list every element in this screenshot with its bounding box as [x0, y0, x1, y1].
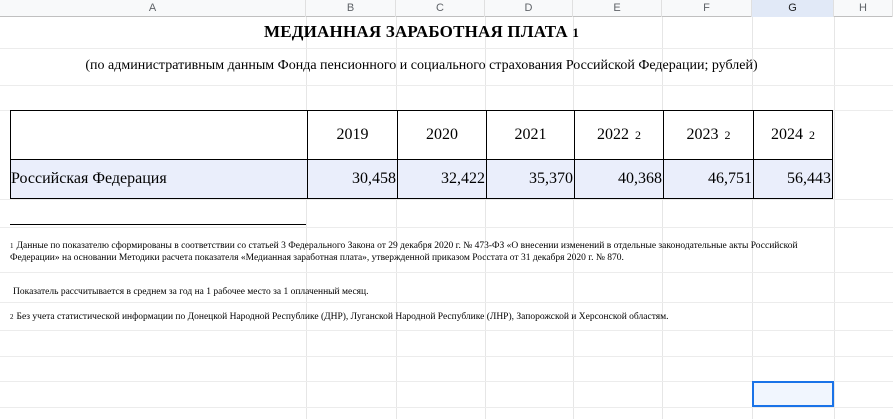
selected-cell[interactable]	[752, 381, 834, 407]
footnote-1[interactable]	[10, 240, 830, 264]
header-cell-2023[interactable]	[663, 111, 753, 159]
year-footnote-mark: 2	[635, 128, 641, 142]
column-header-g[interactable]: G	[752, 0, 834, 17]
header-cell-2024[interactable]	[753, 111, 832, 159]
header-cell-2022[interactable]	[574, 111, 663, 159]
column-header-a[interactable]: A	[0, 0, 306, 17]
footnote-text: Показатель рассчитывается в среднем за год на 1 рабочее место за 1 оплаченный месяц.	[13, 287, 369, 297]
year-label: 2022	[597, 126, 629, 143]
column-header-bar	[0, 0, 893, 17]
year-label: 2023	[686, 126, 719, 143]
footnote-number: 2	[10, 313, 14, 321]
footnote-2[interactable]	[10, 311, 830, 323]
title-footnote-mark: 1	[572, 25, 580, 40]
value-cell-2023[interactable]: 46,751	[663, 160, 753, 198]
year-label: 2020	[426, 126, 458, 143]
year-label: 2024	[771, 126, 803, 143]
column-header-e[interactable]: E	[573, 0, 662, 17]
year-footnote-mark: 2	[724, 128, 731, 142]
header-cell-2021[interactable]	[486, 111, 574, 159]
year-footnote-mark: 2	[809, 128, 815, 142]
page-subtitle[interactable]: (по административным данным Фонда пенсионного и социального страхования Российской Федерации; рублей)	[85, 58, 758, 73]
column-header-h[interactable]: H	[834, 0, 893, 17]
page-title[interactable]	[10, 22, 833, 42]
column-header-f[interactable]: F	[662, 0, 752, 17]
value-cell-2022[interactable]: 40,368	[574, 160, 663, 198]
value-cell-2019[interactable]: 30,458	[307, 160, 397, 198]
year-label: 2021	[514, 126, 547, 143]
header-cell-empty[interactable]	[11, 111, 307, 159]
footnote-divider	[10, 224, 306, 225]
year-label: 2019	[336, 126, 369, 143]
value-cell-2021[interactable]: 35,370	[486, 160, 574, 198]
column-header-b[interactable]: B	[306, 0, 396, 17]
header-cell-2019[interactable]	[307, 111, 397, 159]
value-cell-2024[interactable]: 56,443	[753, 160, 832, 198]
value-cell-2020[interactable]: 32,422	[397, 160, 486, 198]
table-header-row	[10, 110, 833, 160]
footnote-number: 1	[10, 242, 14, 250]
footnote-text: Данные по показателю сформированы в соответствии со статьей 3 Федерального Закона от 29 декабря 2020 г. № 473-ФЗ «О внесении изменений в отдельные законодательные акты Российской Федерации» на основании Методики расчета показателя «Медианная заработная плата», утвержденной приказом Росстата от 31 декабря 2020 г. № 870.	[10, 241, 798, 263]
header-cell-2020[interactable]	[397, 111, 486, 159]
table-row	[10, 159, 833, 199]
footnote-method[interactable]	[10, 286, 830, 298]
row-label-russia[interactable]: Российская Федерация	[11, 170, 167, 187]
footnote-text: Без учета статистической информации по Донецкой Народной Республике (ДНР), Луганской Народной Республике (ЛНР), Запорожской и Херсонской областям.	[16, 312, 669, 322]
column-header-c[interactable]: C	[396, 0, 485, 17]
title-text: МЕДИАННАЯ ЗАРАБОТНАЯ ПЛАТА	[263, 22, 568, 41]
column-header-d[interactable]: D	[485, 0, 573, 17]
